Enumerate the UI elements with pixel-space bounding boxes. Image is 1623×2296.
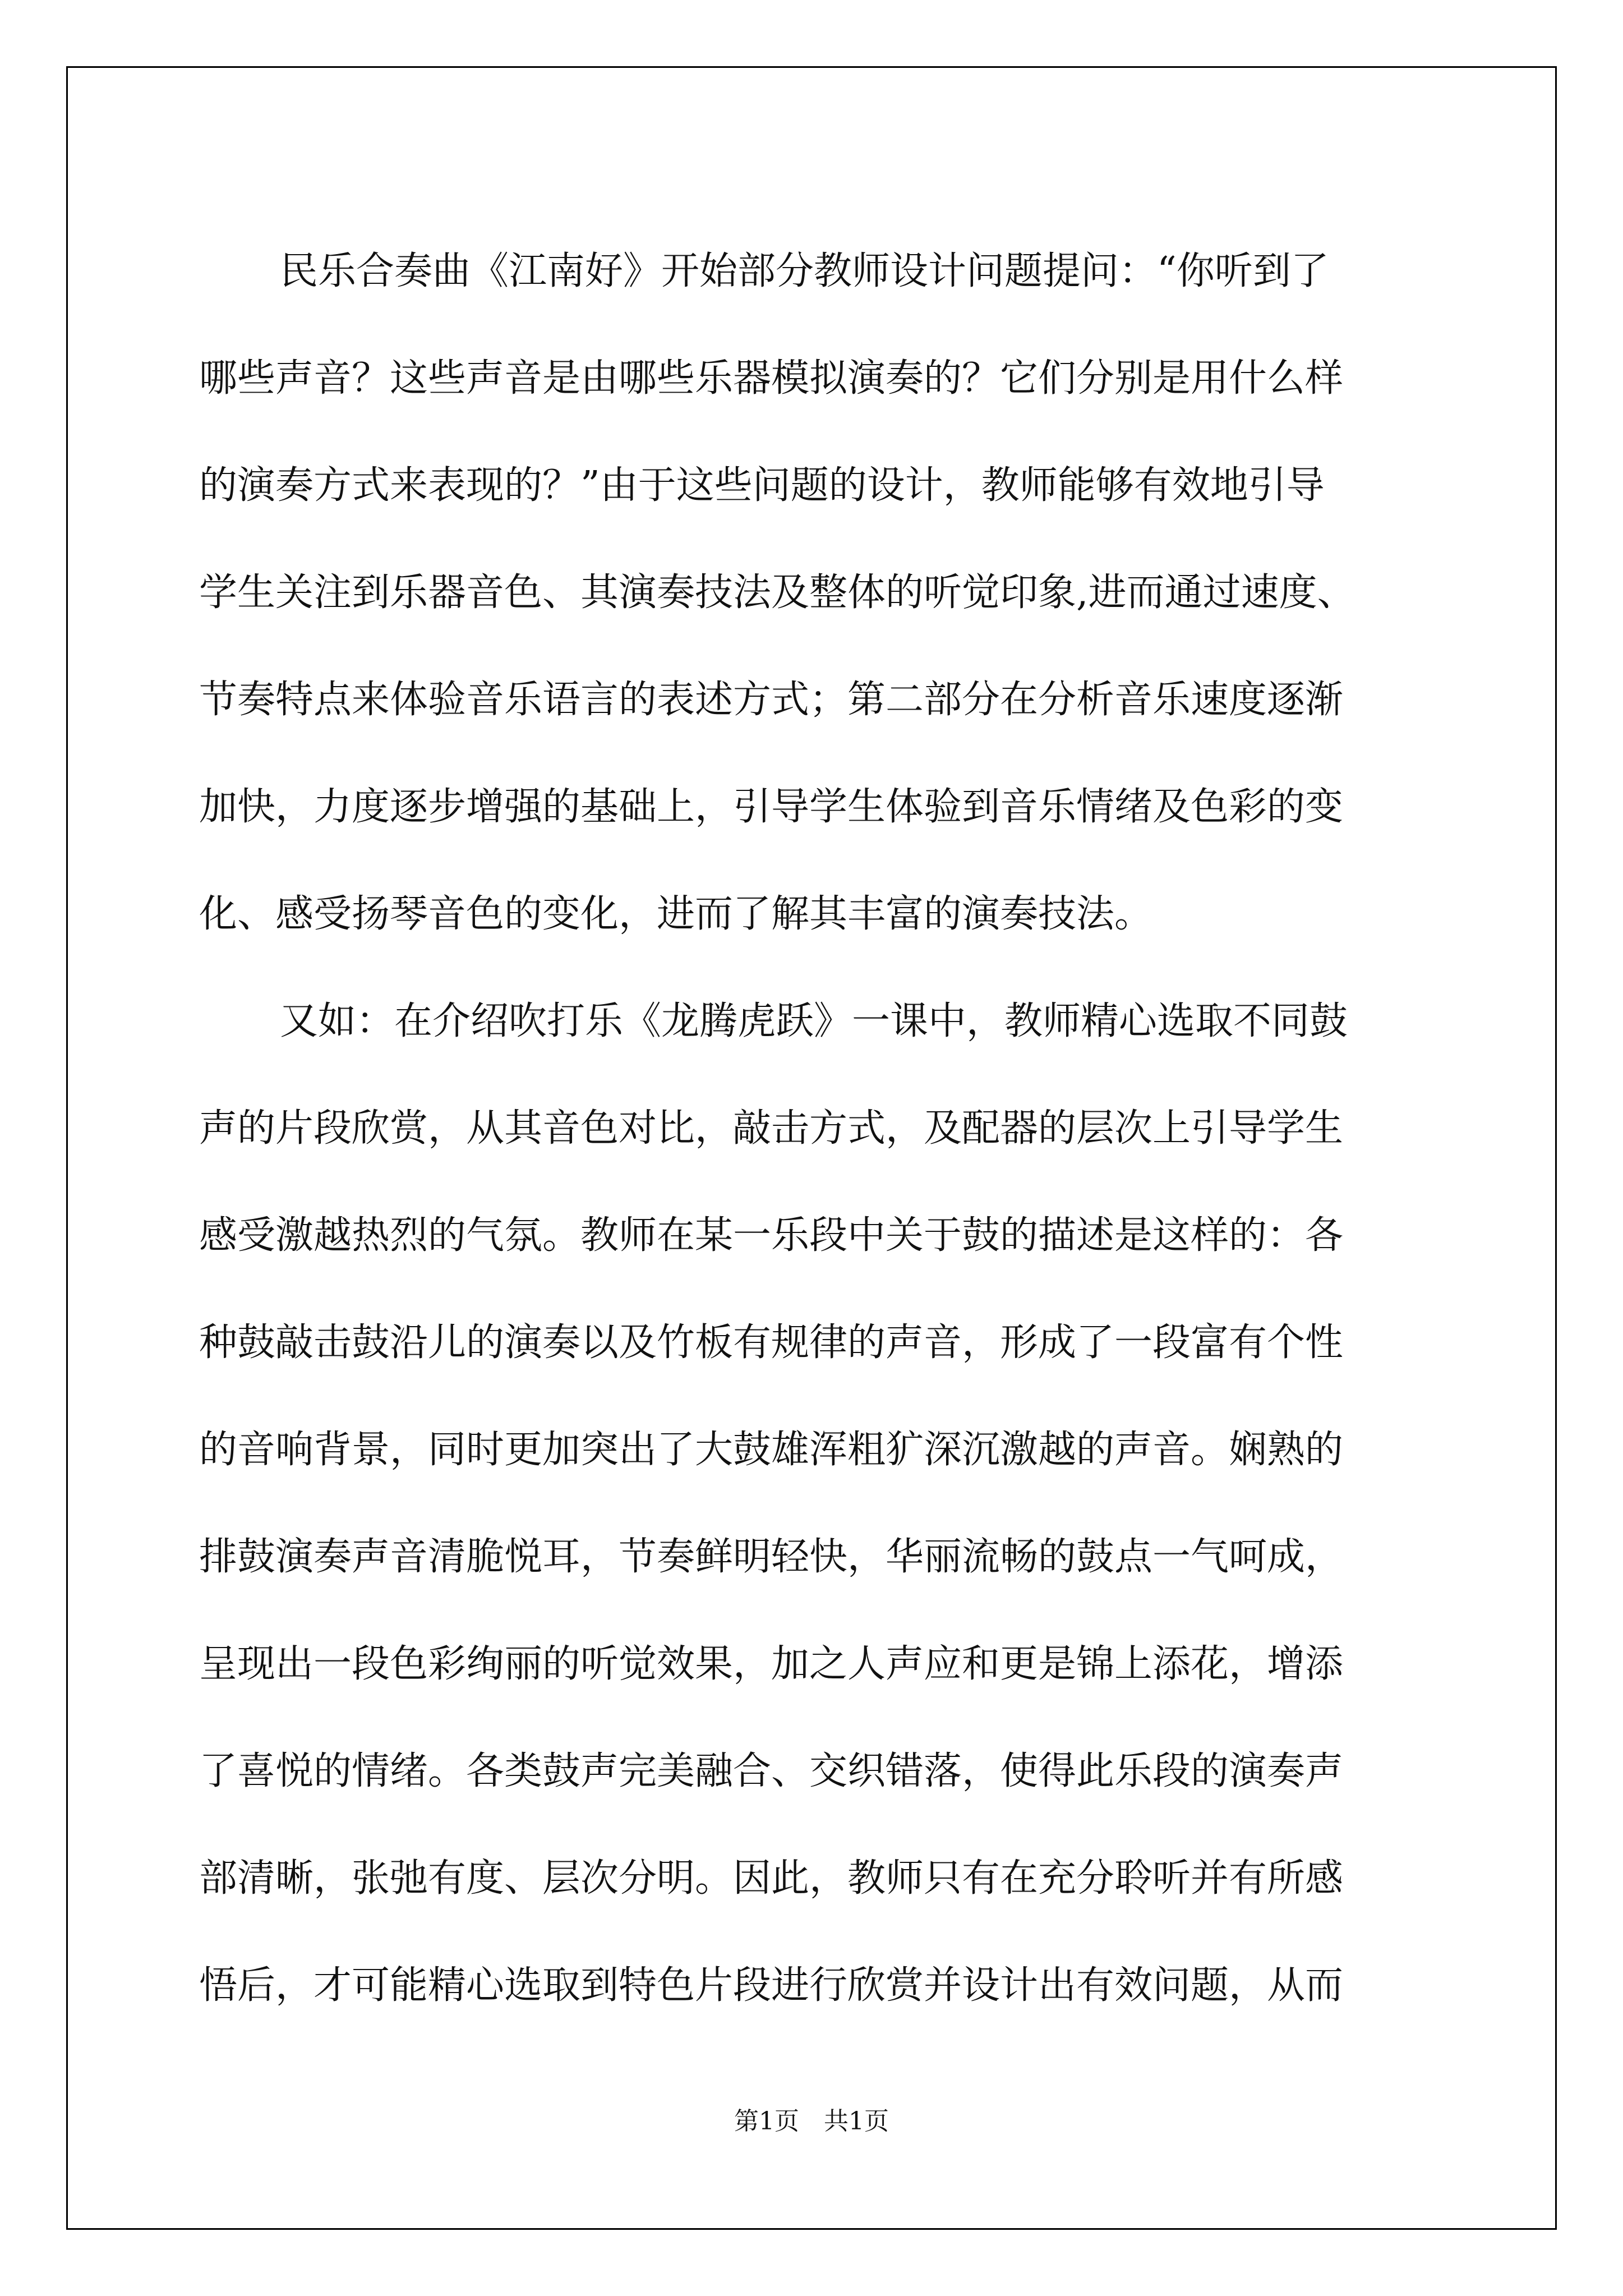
text-line: 呈现出一段色彩绚丽的听觉效果，加之人声应和更是锦上添花，增添 xyxy=(199,1642,1344,1686)
text-line: 了喜悦的情绪。各类鼓声完美融合、交织错落，使得此乐段的演奏声 xyxy=(199,1749,1344,1793)
text-line: 部清晰，张弛有度、层次分明。因此，教师只有在充分聆听并有所感 xyxy=(199,1856,1344,1901)
page-number: 第1页 xyxy=(734,2107,799,2136)
text-line: 的音响背景，同时更加突出了大鼓雄浑粗犷深沉激越的声音。娴熟的 xyxy=(199,1428,1344,1472)
text-line: 又如：在介绍吹打乐《龙腾虎跃》一课中，教师精心选取不同鼓 xyxy=(280,999,1348,1043)
text-line: 种鼓敲击鼓沿儿的演奏以及竹板有规律的声音，形成了一段富有个性 xyxy=(199,1320,1344,1365)
text-line: 排鼓演奏声音清脆悦耳，节奏鲜明轻快，华丽流畅的鼓点一气呵成， xyxy=(199,1535,1344,1579)
text-line: 化、感受扬琴音色的变化，进而了解其丰富的演奏技法。 xyxy=(199,892,1153,936)
text-line: 加快，力度逐步增强的基础上，引导学生体验到音乐情绪及色彩的变 xyxy=(199,785,1344,829)
text-line: 民乐合奏曲《江南好》开始部分教师设计问题提问：“你听到了 xyxy=(280,249,1329,293)
page-total: 共1页 xyxy=(824,2107,889,2136)
text-line: 哪些声音？这些声音是由哪些乐器模拟演奏的？它们分别是用什么样 xyxy=(199,356,1344,401)
text-line: 学生关注到乐器音色、其演奏技法及整体的听觉印象,进而通过速度、 xyxy=(199,570,1355,615)
text-line: 节奏特点来体验音乐语言的表述方式；第二部分在分析音乐速度逐渐 xyxy=(199,678,1344,722)
document-body xyxy=(199,218,1438,2039)
text-line: 悟后，才可能精心选取到特色片段进行欣赏并设计出有效问题，从而 xyxy=(199,1963,1344,2008)
text-line: 声的片段欣赏，从其音色对比，敲击方式，及配器的层次上引导学生 xyxy=(199,1106,1344,1151)
page-footer xyxy=(0,2101,1623,2137)
text-line: 的演奏方式来表现的？”由于这些问题的设计，教师能够有效地引导 xyxy=(199,463,1325,508)
text-line: 感受激越热烈的气氛。教师在某一乐段中关于鼓的描述是这样的：各 xyxy=(199,1213,1344,1258)
